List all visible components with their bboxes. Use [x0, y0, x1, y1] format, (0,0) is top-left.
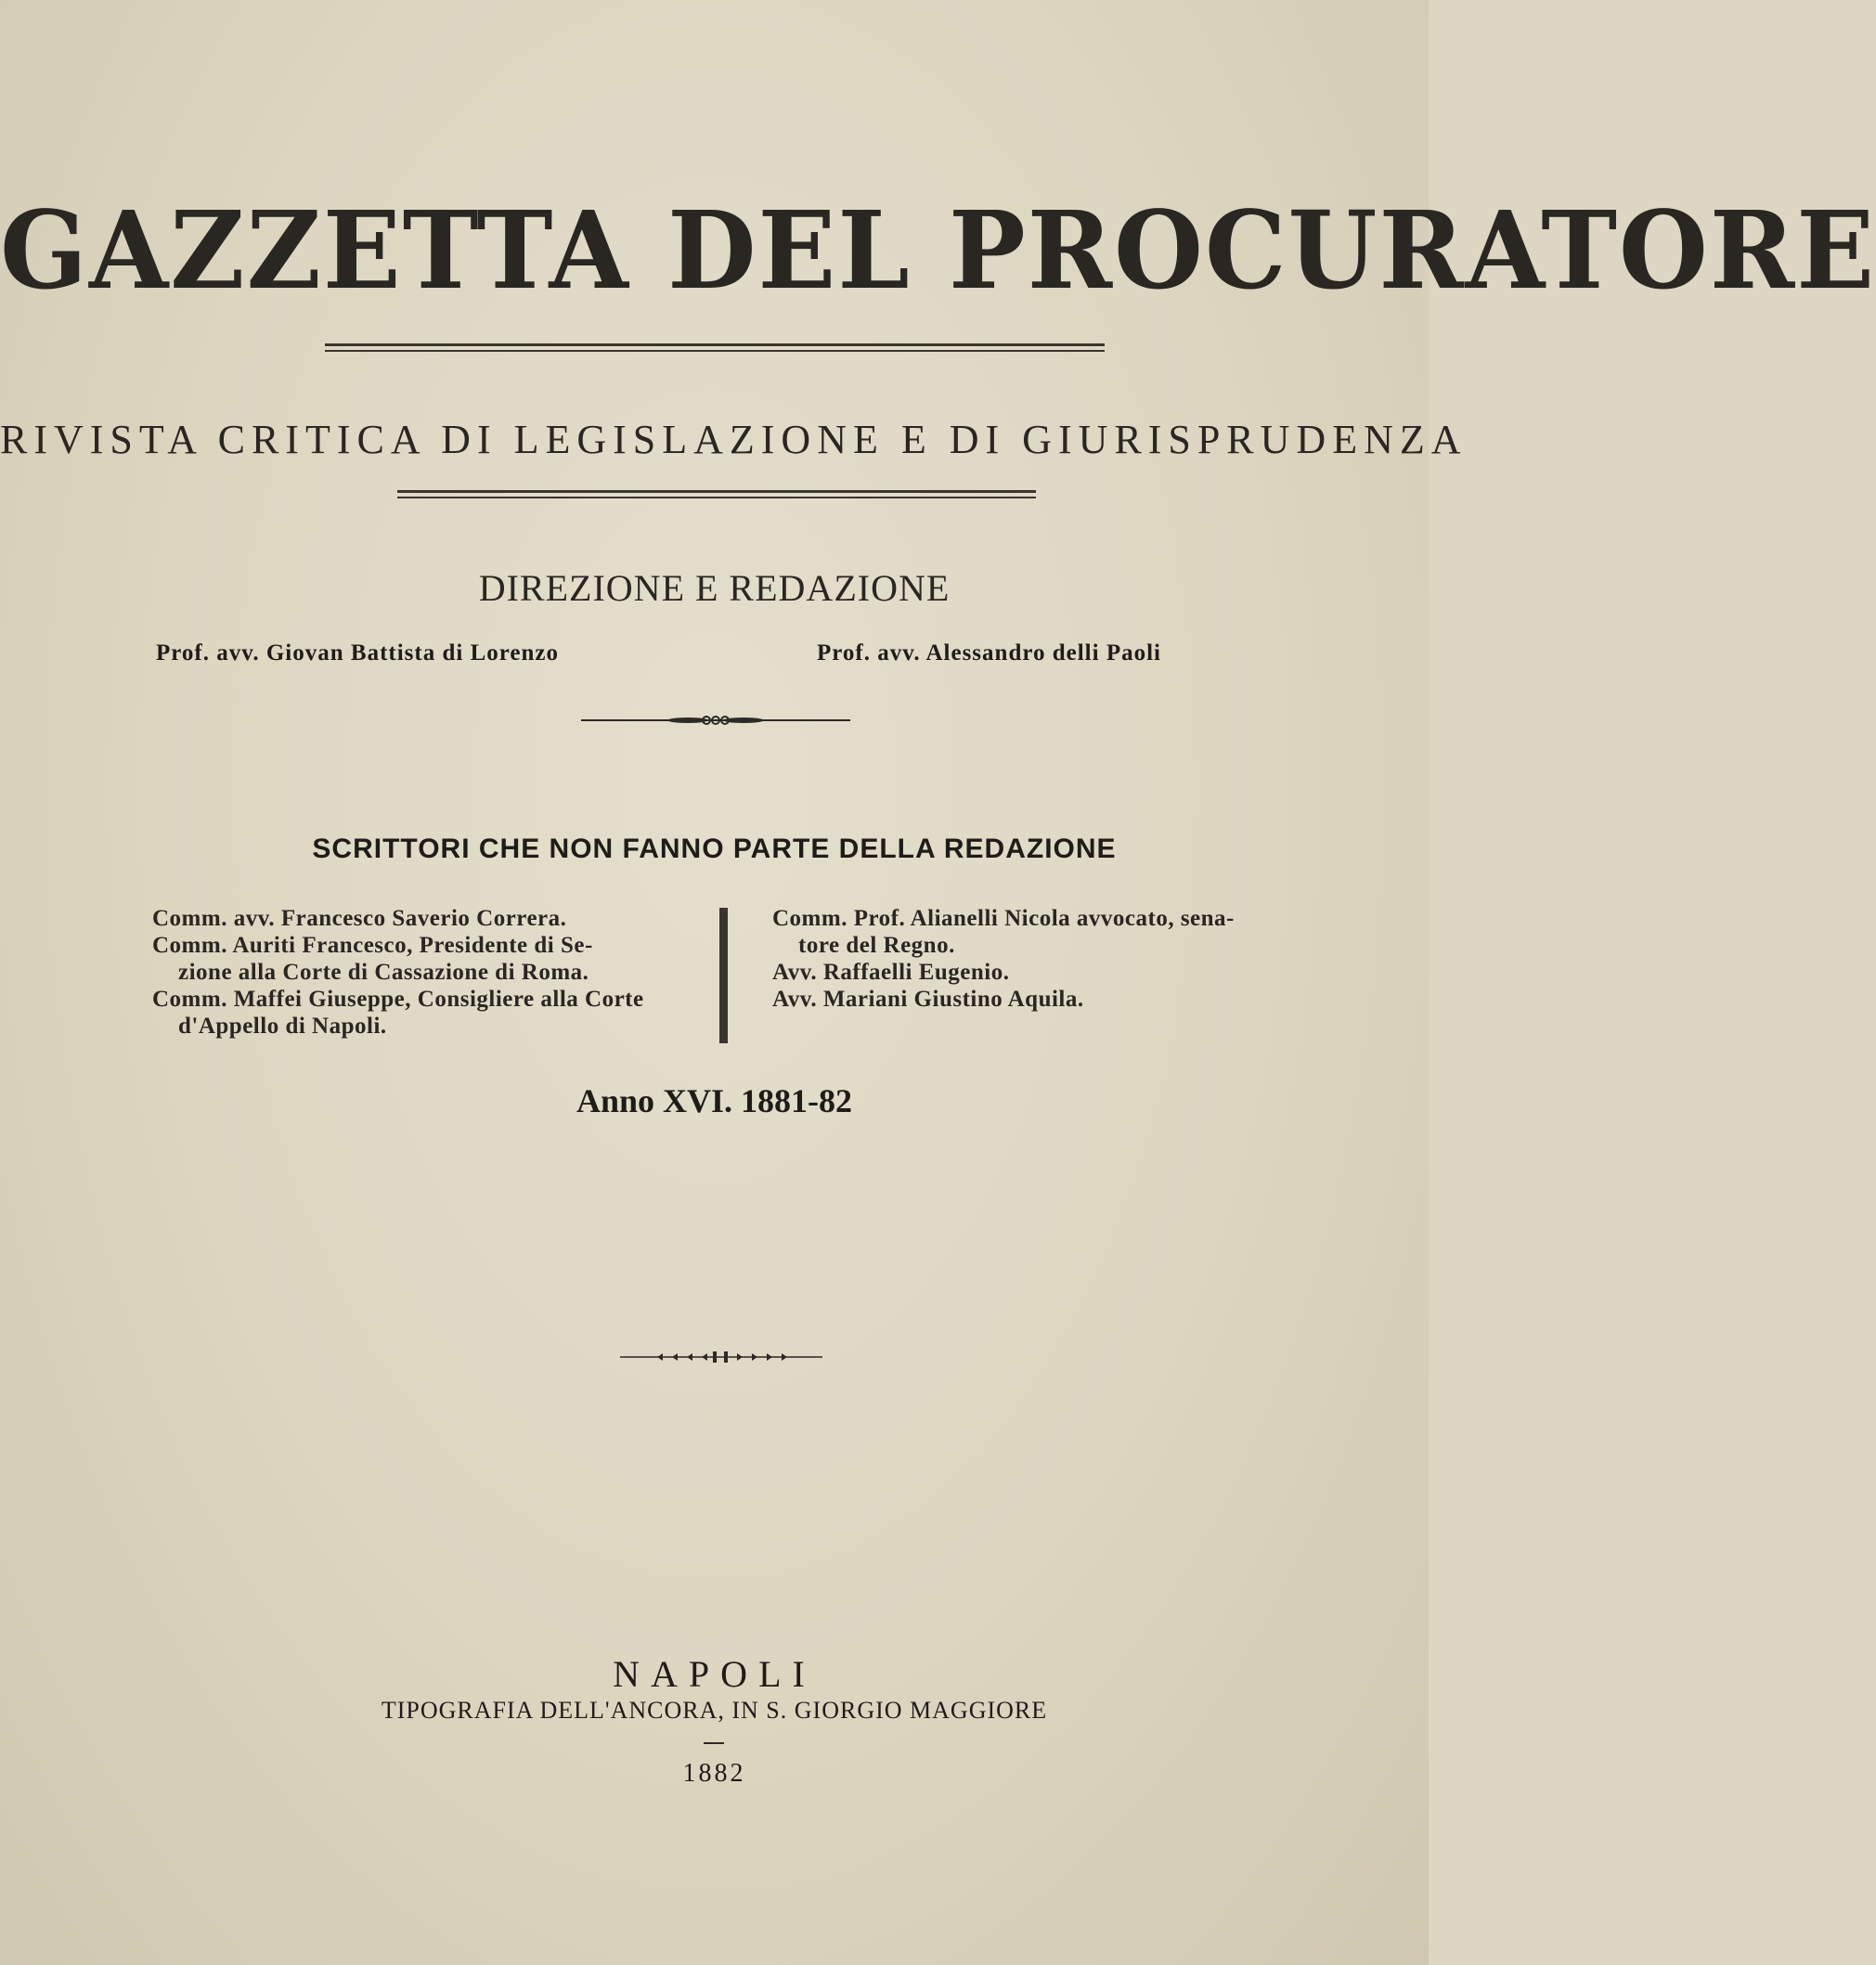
editorial-heading: DIREZIONE E REDAZIONE	[478, 567, 951, 609]
writers-left-column	[152, 905, 644, 1040]
editor-right: Prof. avv. Alessandro delli Paoli	[817, 640, 1161, 666]
column-divider	[719, 908, 728, 1043]
imprint-year: 1882	[682, 1759, 746, 1788]
imprint-dash	[704, 1742, 724, 1744]
title-rule	[325, 343, 1105, 352]
ornament-rule-icon	[581, 713, 850, 728]
ornament-divider-top	[581, 713, 850, 728]
journal-subtitle: RIVISTA CRITICA DI LEGISLAZIONE E DI GIURISPRUDENZA	[0, 417, 1468, 462]
writer-line: d'Appello di Napoli.	[178, 1014, 387, 1039]
writer-line: zione alla Corte di Cassazione di Roma.	[178, 960, 589, 985]
volume-year: Anno XVI. 1881-82	[576, 1082, 853, 1119]
writer-line: tore del Regno.	[798, 933, 955, 958]
writer-line: Comm. Maffei Giuseppe, Consigliere alla Corte	[152, 987, 644, 1012]
writer-line: Avv. Mariani Giustino Aquila.	[772, 987, 1084, 1012]
editor-left: Prof. avv. Giovan Battista di Lorenzo	[156, 640, 559, 666]
writer-line: Comm. Prof. Alianelli Nicola avvocato, sena-	[772, 906, 1235, 931]
writer-line: Avv. Raffaelli Eugenio.	[772, 960, 1010, 985]
journal-title: GAZZETTA DEL PROCURATORE	[0, 187, 1876, 314]
imprint-city: NAPOLI	[613, 1653, 816, 1695]
writers-heading: SCRITTORI CHE NON FANNO PARTE DELLA REDAZIONE	[312, 834, 1117, 864]
imprint-printer: TIPOGRAFIA DELL'ANCORA, IN S. GIORGIO MAGGIORE	[381, 1697, 1048, 1724]
writers-right-column	[772, 905, 1235, 1013]
writer-line: Comm. avv. Francesco Saverio Correra.	[152, 906, 567, 931]
writer-line: Comm. Auriti Francesco, Presidente di Se-	[152, 933, 593, 958]
ornament-divider-bottom	[620, 1350, 822, 1364]
subtitle-rule	[397, 490, 1036, 498]
fleuron-rule-icon	[620, 1350, 822, 1364]
